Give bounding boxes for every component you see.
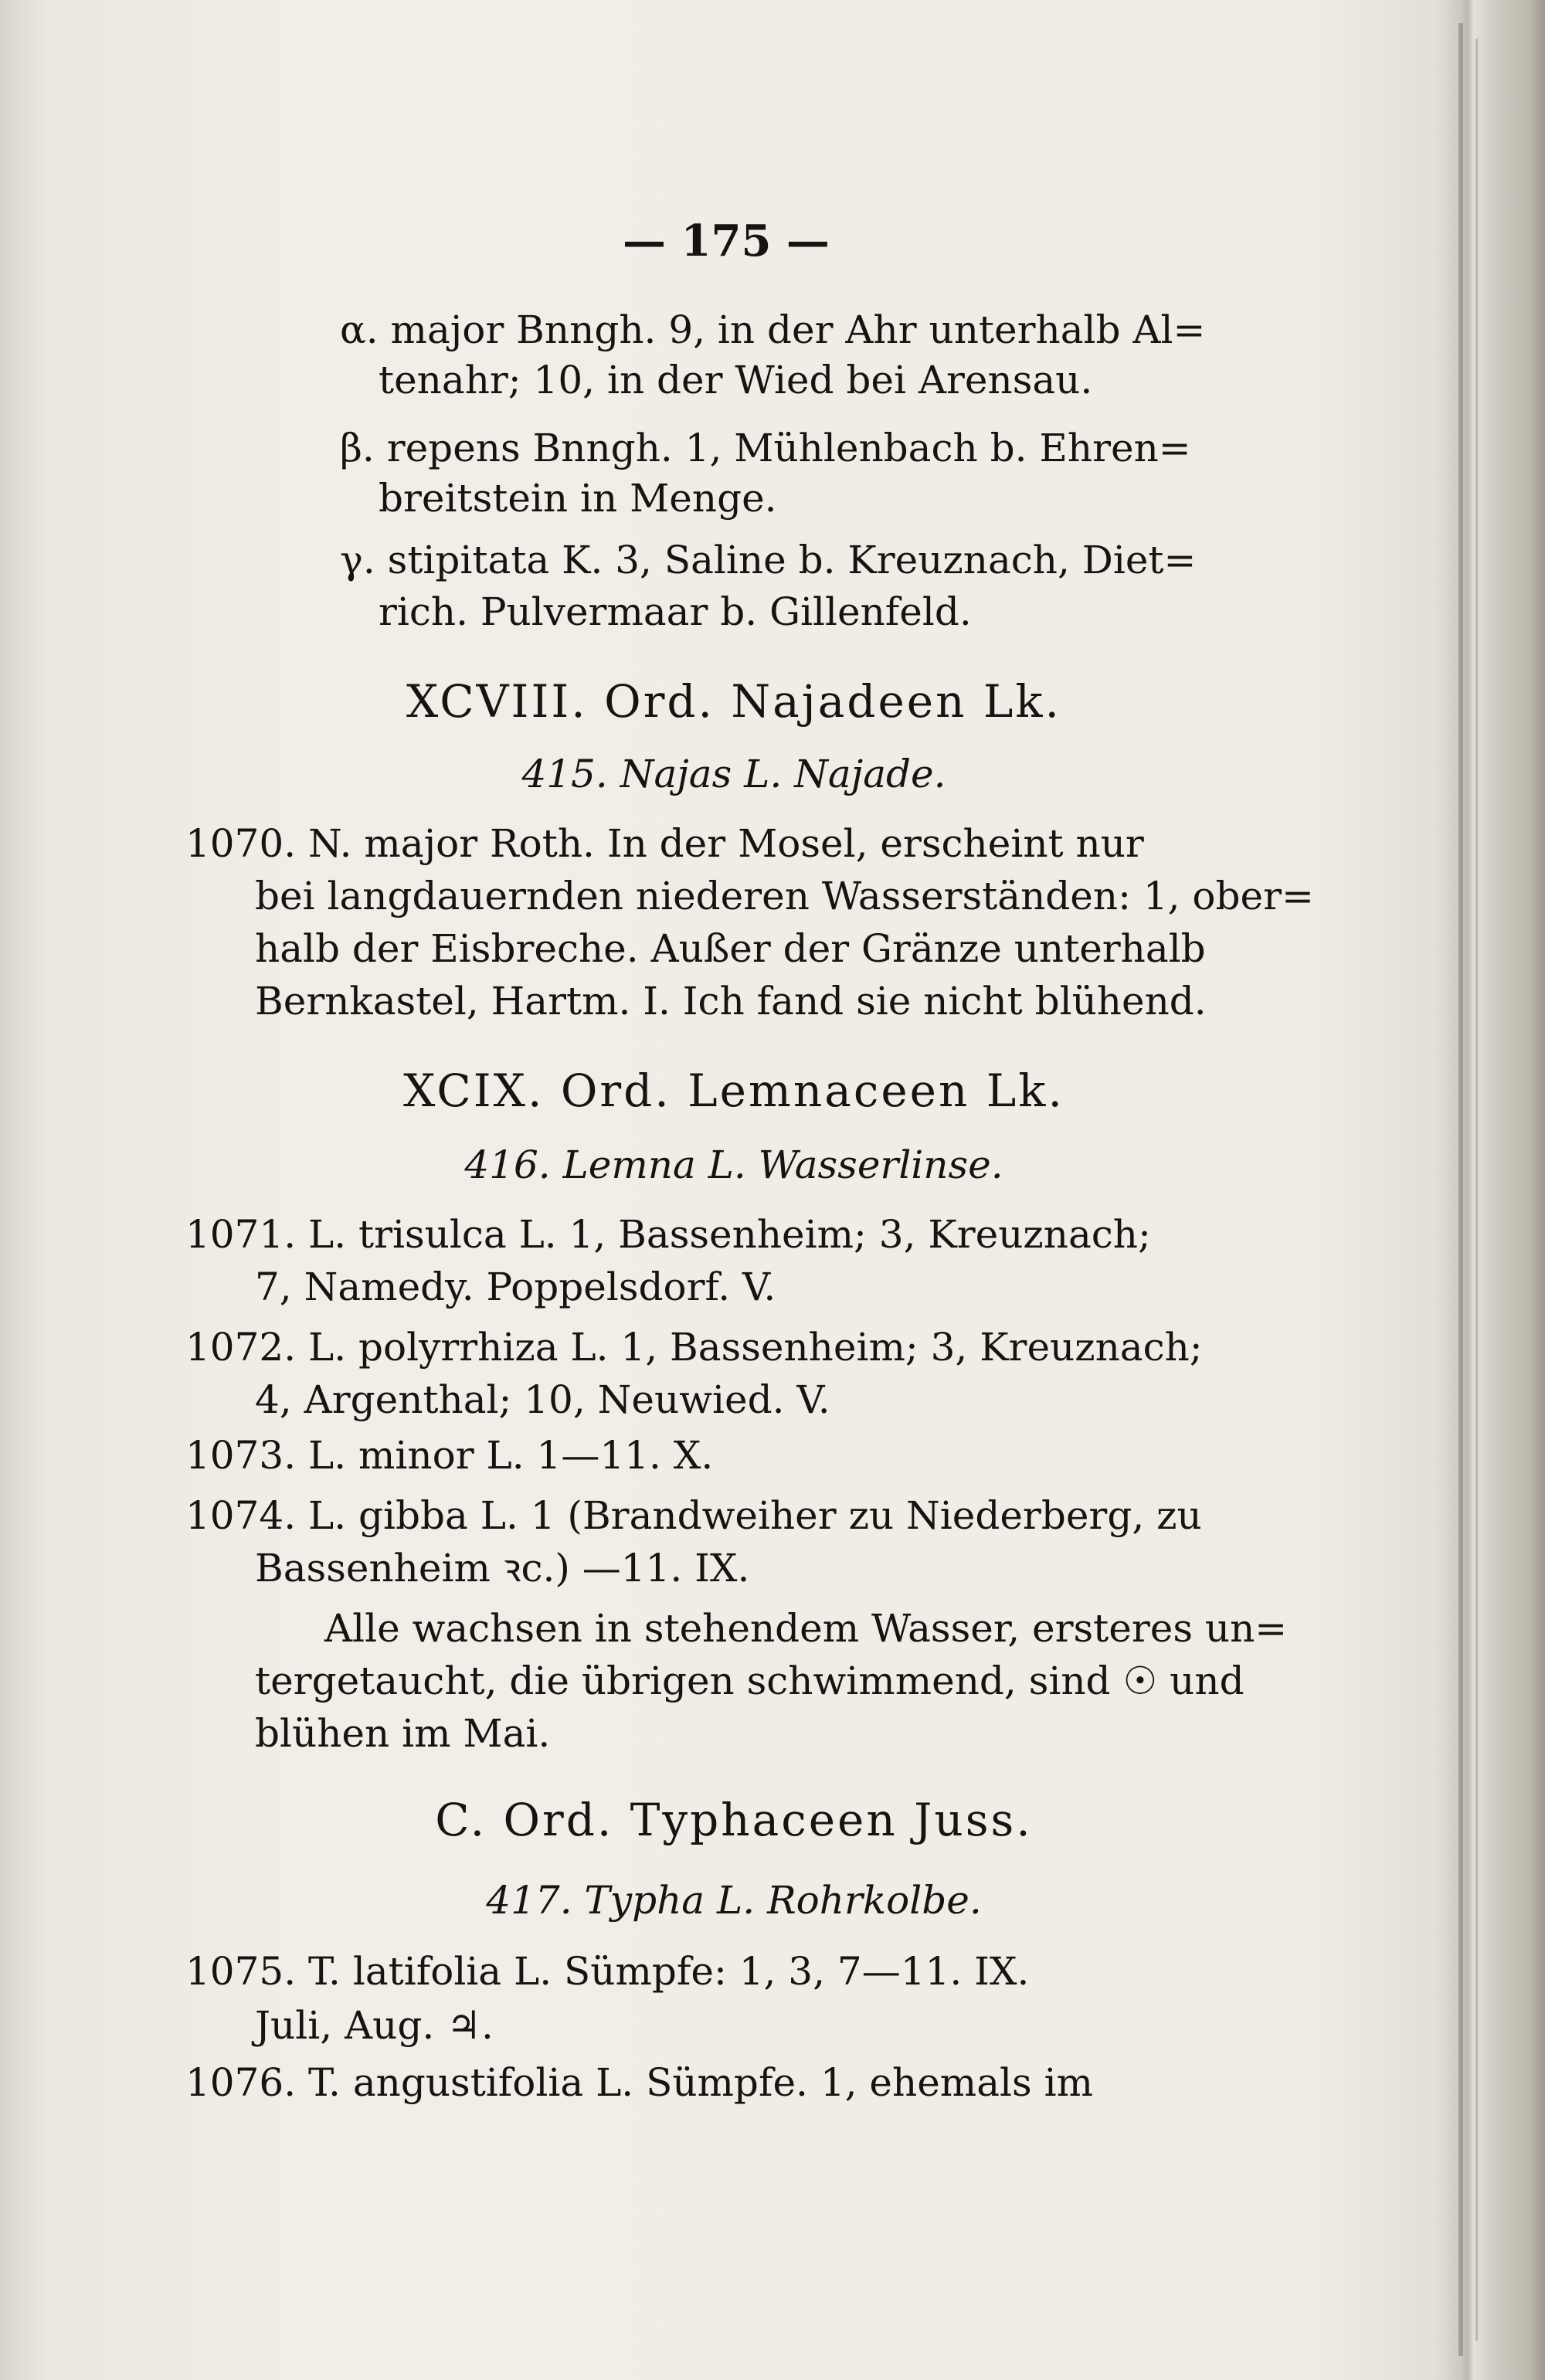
text-line: tergetaucht, die übrigen schwimmend, sind ☉ und bbox=[255, 1659, 1244, 1703]
text-line: 1072. L. polyrrhiza L. 1, Bassenheim; 3, Kreuznach; bbox=[185, 1325, 1203, 1370]
text-line: rich. Pulvermaar b. Gillenfeld. bbox=[379, 589, 972, 634]
order-heading: XCVIII. Ord. Najadeen Lk. bbox=[406, 675, 1061, 728]
text-line: Alle wachsen in stehendem Wasser, ersteres un= bbox=[324, 1606, 1288, 1651]
text-line: Bernkastel, Hartm. I. Ich fand sie nicht blühend. bbox=[255, 979, 1207, 1024]
genus-heading: 416. Lemna L. Wasserlinse. bbox=[464, 1142, 1003, 1187]
text-line: tenahr; 10, in der Wied bei Arensau. bbox=[379, 358, 1093, 402]
text-line: halb der Eisbreche. Außer der Gränze unterhalb bbox=[255, 926, 1206, 971]
text-line: Juli, Aug. ♃. bbox=[255, 2003, 494, 2048]
text-line: Bassenheim ꝛc.) —11. IX. bbox=[255, 1546, 750, 1591]
text-line: blühen im Mai. bbox=[255, 1711, 551, 1756]
genus-heading: 417. Typha L. Rohrkolbe. bbox=[486, 1878, 982, 1923]
text-line: 1075. T. latifolia L. Sümpfe: 1, 3, 7—11. IX. bbox=[185, 1949, 1030, 1994]
order-heading: XCIX. Ord. Lemnaceen Lk. bbox=[403, 1064, 1065, 1117]
text-line: 1071. L. trisulca L. 1, Bassenheim; 3, Kreuznach; bbox=[185, 1212, 1151, 1257]
text-line: bei langdauernden niederen Wasserständen: 1, ober= bbox=[255, 874, 1314, 918]
order-heading: C. Ord. Typhaceen Juss. bbox=[435, 1794, 1033, 1846]
line-text: α. major Bnngh. 9, in der Ahr unterhalb Al= bbox=[340, 307, 1206, 352]
page-number: — 175 — bbox=[623, 216, 830, 267]
genus-heading: 415. Najas L. Najade. bbox=[521, 752, 946, 796]
text-line: 7, Namedy. Poppelsdorf. V. bbox=[255, 1265, 776, 1309]
text-line: 1074. L. gibba L. 1 (Brandweiher zu Niederberg, zu bbox=[185, 1493, 1202, 1538]
page-fold-shadow bbox=[1458, 23, 1463, 2356]
text-line: 1076. T. angustifolia L. Sümpfe. 1, ehemals im bbox=[185, 2060, 1093, 2105]
text-line: β. repens Bnngh. 1, Mühlenbach b. Ehren= bbox=[340, 426, 1191, 470]
text-line: breitstein in Menge. bbox=[379, 476, 777, 521]
text-line: 4, Argenthal; 10, Neuwied. V. bbox=[255, 1377, 830, 1422]
text-line: γ. stipitata K. 3, Saline b. Kreuznach, Diet= bbox=[340, 538, 1197, 582]
text-line bbox=[340, 305, 1251, 355]
page-fold-edge bbox=[1475, 39, 1478, 2341]
text-line: 1073. L. minor L. 1—11. X. bbox=[185, 1433, 714, 1478]
text-line: 1070. N. major Roth. In der Mosel, erscheint nur bbox=[185, 821, 1144, 866]
